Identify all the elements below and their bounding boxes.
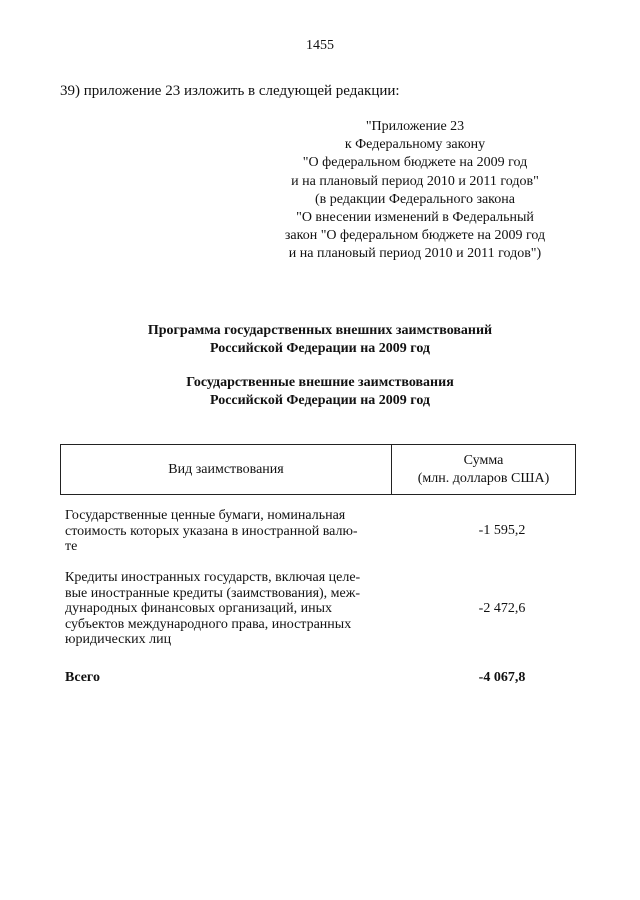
row-description-line: юридических лиц bbox=[65, 632, 172, 647]
row-description-line: Государственные ценные бумаги, номинальная bbox=[65, 508, 346, 523]
row-description bbox=[65, 570, 395, 648]
table-total-row bbox=[65, 670, 575, 686]
total-label: Всего bbox=[65, 670, 100, 685]
table-header bbox=[60, 444, 576, 495]
table-row bbox=[65, 570, 575, 648]
section-subtitle bbox=[0, 374, 640, 410]
row-description-line: дународных финансовых организаций, иных bbox=[65, 601, 332, 616]
program-title-line: Российской Федерации на 2009 год bbox=[209, 341, 430, 356]
header-amount bbox=[392, 445, 575, 494]
row-description bbox=[65, 508, 395, 555]
program-title bbox=[0, 322, 640, 358]
annex-line: закон "О федеральном бюджете на 2009 год bbox=[284, 228, 546, 244]
row-description-line: Кредиты иностранных государств, включая целе- bbox=[65, 570, 361, 585]
header-amount-label: Сумма bbox=[463, 452, 504, 468]
annex-reference-block bbox=[255, 118, 575, 264]
annex-line: и на плановый период 2010 и 2011 годов" bbox=[291, 173, 539, 189]
subtitle-line: Государственные внешние заимствования bbox=[186, 375, 454, 390]
annex-line: "Приложение 23 bbox=[365, 119, 465, 134]
row-amount: -2 472,6 bbox=[478, 600, 526, 616]
subtitle-line: Российской Федерации на 2009 год bbox=[209, 393, 430, 408]
row-description-line: субъектов международного права, иностранных bbox=[65, 616, 352, 632]
row-description-line: вые иностранные кредиты (заимствования), меж- bbox=[65, 585, 361, 601]
program-title-line: Программа государственных внешних заимствований bbox=[147, 323, 493, 338]
annex-line: "О внесении изменений в Федеральный bbox=[296, 210, 534, 226]
annex-line: и на плановый период 2010 и 2011 годов") bbox=[288, 246, 542, 262]
instruction-text: 39) приложение 23 изложить в следующей редакции: bbox=[60, 83, 400, 99]
annex-line: "О федеральном бюджете на 2009 год bbox=[302, 155, 528, 171]
total-amount: -4 067,8 bbox=[478, 670, 526, 685]
row-description-line: те bbox=[65, 539, 78, 554]
table-row bbox=[65, 508, 575, 555]
page-number: 1455 bbox=[306, 38, 334, 53]
annex-line: (в редакции Федерального закона bbox=[315, 191, 515, 207]
row-amount: -1 595,2 bbox=[478, 523, 526, 539]
annex-line: к Федеральному закону bbox=[344, 137, 486, 153]
row-description-line: стоимость которых указана в иностранной валю- bbox=[65, 523, 358, 539]
header-borrowing-type: Вид заимствования bbox=[61, 445, 392, 494]
header-amount-unit: (млн. долларов США) bbox=[417, 470, 550, 486]
